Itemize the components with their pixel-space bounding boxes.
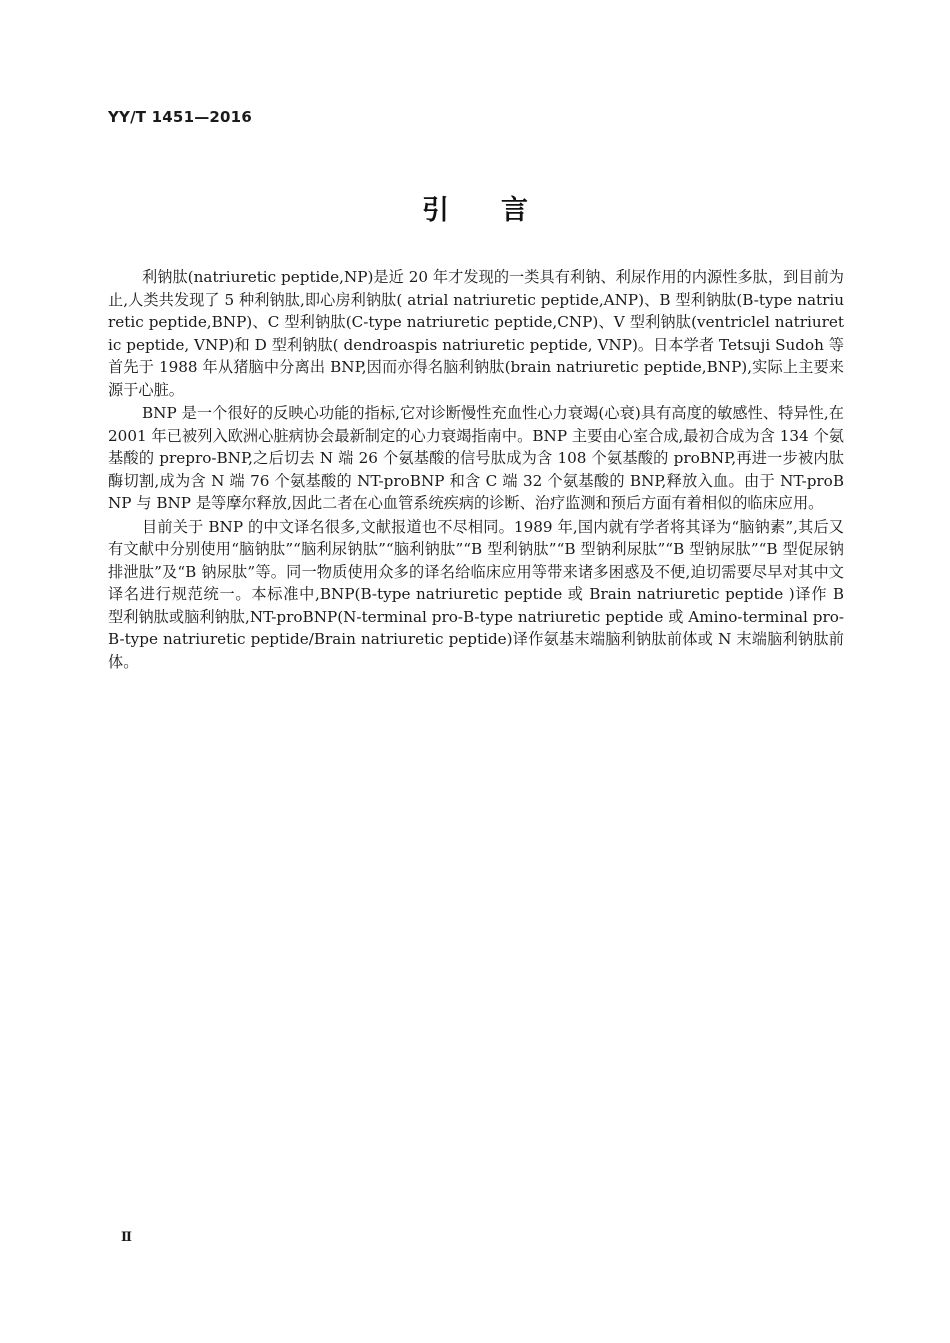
introduction-body xyxy=(108,266,844,673)
paragraph-2: BNP 是一个很好的反映心功能的指标,它对诊断慢性充血性心力衰竭(心衰)具有高度的敏感性、特异性,在 2001 年已被列入欧洲心脏病协会最新制定的心力衰竭指南中。BNP 主要由心室合成,最初合成为含 134 个氨基酸的 prepro-BNP,之后切去 N 端 26 个氨基酸的信号肽成为含 108 个氨基酸的 proBNP,再进一步被内肽酶切割,成为含 N 端 76 个氨基酸的 NT-proBNP 和含 C 端 32 个氨基酸的 BNP,释放入血。由于 NT-proBNP 与 BNP 是等摩尔释放,因此二者在心血管系统疾病的诊断、治疗监测和预后方面有着相似的临床应用。 xyxy=(108,404,844,512)
page-number: Ⅱ xyxy=(121,1230,132,1245)
paragraph-3: 目前关于 BNP 的中文译名很多,文献报道也不尽相同。1989 年,国内就有学者将其译为“脑钠素”,其后又有文献中分别使用“脑钠肽”“脑利尿钠肽”“脑利钠肽”“B 型利钠肽”“B 型钠利尿肽”“B 型钠尿肽”“B 型促尿钠排泄肽”及“B 钠尿肽”等。同一物质使用众多的译名给临床应用等带来诸多困惑及不便,迫切需要尽早对其中文译名进行规范统一。本标准中,BNP(B-type natriuretic peptide 或 Brain natriuretic peptide )译作 B 型利钠肽或脑利钠肽,NT-proBNP(N-terminal pro-B-type natriuretic peptide 或 Amino-terminal pro-B-type natriuretic peptide/Brain natriuretic peptide)译作氨基末端脑利钠肽前体或 N 末端脑利钠肽前体。 xyxy=(108,517,844,671)
page-title: 引言 xyxy=(422,195,580,226)
paragraph-1: 利钠肽(natriuretic peptide,NP)是近 20 年才发现的一类具有利钠、利尿作用的内源性多肽，到目前为止,人类共发现了 5 种利钠肽,即心房利钠肽( atrial natriuretic peptide,ANP)、B 型利钠肽(B-type natriuretic peptide,BNP)、C 型利钠肽(C-type natriuretic peptide,CNP)、V 型利钠肽(ventriclel natriuretic peptide, VNP)和 D 型利钠肽( dendroaspis natriuretic peptide, VNP)。日本学者 Tetsuji Sudoh 等首先于 1988 年从猪脑中分离出 BNP,因而亦得名脑利钠肽(brain natriuretic peptide,BNP),实际上主要来源于心脏。 xyxy=(108,268,844,399)
document-code: YY/T 1451—2016 xyxy=(108,108,252,126)
